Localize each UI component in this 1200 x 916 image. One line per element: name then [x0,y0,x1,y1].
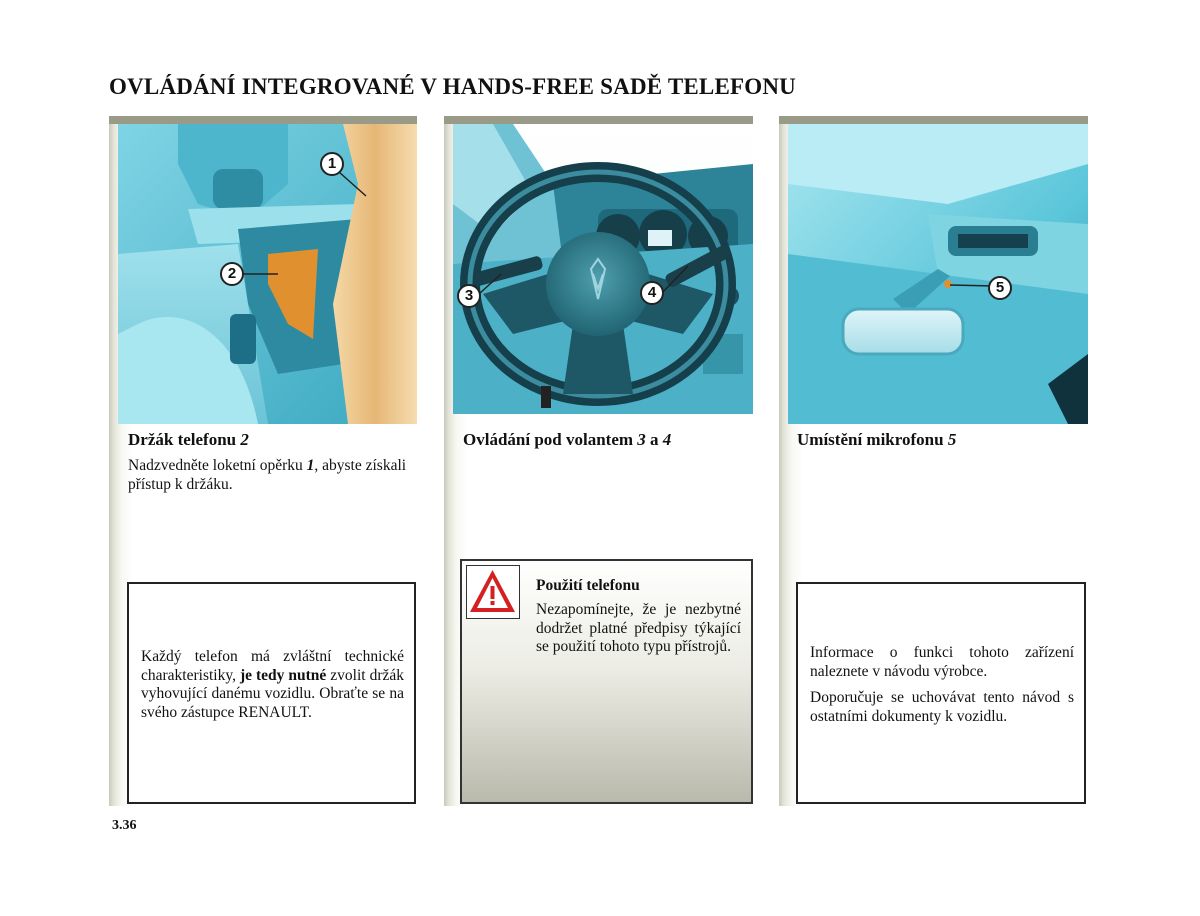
callout-marker-5 [988,276,1012,300]
info-box-microphone [796,582,1086,804]
photo-steering-wheel [453,124,753,414]
heading-text: Umístění mikrofonu [797,430,944,449]
info-box-text [810,644,1074,726]
info-box-phone-holder [127,582,416,804]
section-heading-microphone [797,430,956,450]
callout-marker-2 [220,262,244,286]
column-top-bar [109,116,417,124]
callout-marker-1 [320,152,344,176]
heading-reference-number: 4 [662,430,672,449]
callout-label: 3 [464,287,474,304]
photo-microphone-headliner [788,124,1088,424]
warning-text-indent [474,601,536,656]
body-text-part: , abyste získali přístup k držáku. [128,457,407,493]
warning-title: Použití telefonu [536,577,640,594]
heading-conjunction: a [650,430,659,449]
heading-reference-number: 2 [240,430,249,449]
section-heading-phone-holder [128,430,249,450]
column-top-bar [779,116,1088,124]
callout-label: 2 [227,265,237,282]
column-phone-holder [109,116,417,806]
info-text-emphasis: je tedy nutné [239,666,327,684]
column-top-bar [444,116,753,124]
column-microphone-location [779,116,1088,806]
section-body-phone-holder [128,457,416,494]
heading-text: Držák telefonu [128,430,237,449]
info-paragraph-2: Doporučuje se uchovávat tento návod s ostatními dokumenty k vozidlu. [810,689,1074,725]
info-text-part: zvolit držák vyhovující danému vozidlu. Obraťte se na svého zástupce RENAULT. [141,666,405,721]
callout-label: 4 [647,284,657,301]
heading-reference-number: 3 [637,430,646,449]
photo-armrest-phone-holder [118,124,417,424]
section-heading-steering-controls [463,430,671,450]
page-title: OVLÁDÁNÍ INTEGROVANÉ V HANDS-FREE SADĚ TELEFONU [109,74,796,99]
heading-reference-number: 5 [947,430,957,449]
info-paragraph-1: Informace o funkci tohoto zařízení naleznete v návodu výrobce. [810,644,1074,680]
body-text-part: Nadzvedněte loketní opěrku [128,457,307,474]
warning-body: Nezapomínejte, že je nezbytné dodržet platné předpisy týkající se použití tohoto typu přístrojů. [536,601,741,655]
warning-box-phone-use [460,559,753,804]
callout-label: 1 [327,155,337,172]
heading-text: Ovládání pod volantem [463,430,634,449]
warning-text [474,601,741,657]
callout-marker-3 [457,284,481,308]
info-box-text [141,648,404,722]
callout-marker-4 [640,281,664,305]
page-number: 3.36 [112,818,137,833]
column-steering-controls [444,116,753,806]
info-text-part: Každý telefon má zvláštní technické charakteristiky, [141,648,404,684]
body-reference-number: 1 [306,457,315,474]
callout-label: 5 [995,279,1005,296]
